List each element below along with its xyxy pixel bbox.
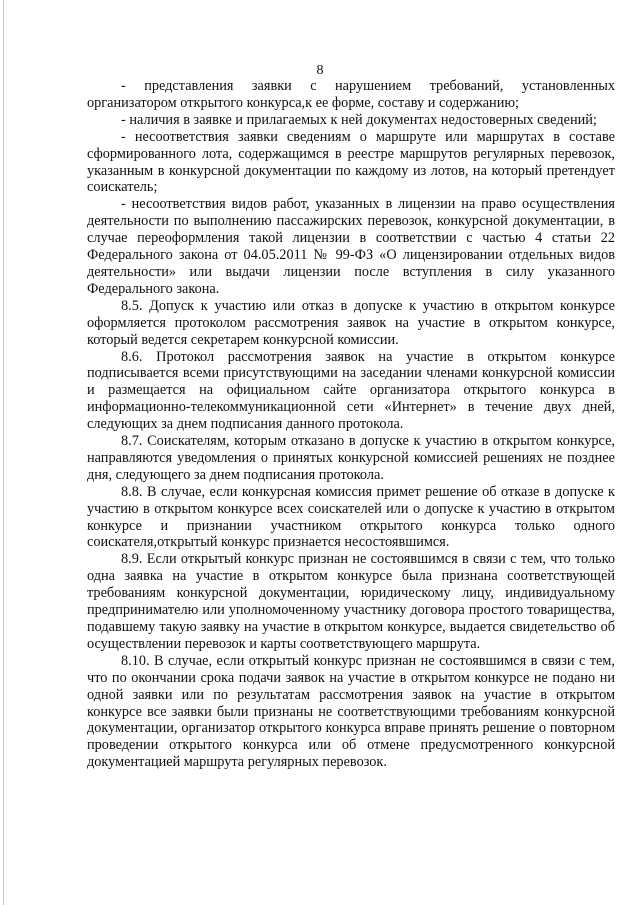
list-item-license-mismatch: - несоответствия видов работ, указанных в лицензии на право осуществления деятельности по выполнению пассажирских перевозок, конкурсной документации, в случае переоформления такой лицензии в соответствии с частью 4 статьи 22 Федерального закона от 04.05.2011 № 99-ФЗ «О лицензировании отдельных видов деятельности» или выдачи лицензии после вступления в силу указанного Федерального закона.	[87, 196, 615, 297]
list-item-route-mismatch: - несоответствия заявки сведениям о маршруте или маршрутах в составе сформированного лота, содержащимся в реестре маршрутов регулярных перевозок, указанным в конкурсной документации по каждому из лотов, на который претендует соискатель;	[87, 128, 615, 196]
list-item-violation-requirements: - представления заявки с нарушением требований, установленных организатором открытого конкурса,к ее форме, составу и содержанию;	[87, 78, 615, 111]
list-item-false-information: - наличия в заявке и прилагаемых к ней документах недостоверных сведений;	[121, 111, 597, 128]
paragraph-8-8: 8.8. В случае, если конкурсная комиссия примет решение об отказе в допуске к участию в открытом конкурсе всех соискателей или о допуске к участию в открытом конкурсе и признании участником открытого конкурса только одного соискателя,открытый конкурс признается несостоявшимся.	[87, 483, 615, 551]
document-body	[87, 78, 615, 771]
paragraph-8-9: 8.9. Если открытый конкурс признан не состоявшимся в связи с тем, что только одна заявка на участие в открытом конкурсе была признана соответствующей требованиям конкурсной документации, юридическому лицу, индивидуальному предпринимателю или уполномоченному участнику договора простого товарищества, подавшему такую заявку на участие в открытом конкурсе, выдается свидетельство об осуществлении перевозок и карты соответствующего маршрута.	[87, 551, 615, 652]
paragraph-8-6: 8.6. Протокол рассмотрения заявок на участие в открытом конкурсе подписывается всеми присутствующими на заседании членами конкурсной комиссии и размещается на официальном сайте организатора открытого конкурса в информационно-телекоммуникационной сети «Интернет» в течение двух дней, следующих за днем подписания данного протокола.	[87, 348, 615, 433]
page-number: 8	[316, 63, 324, 78]
paragraph-8-5: 8.5. Допуск к участию или отказ в допуске к участию в открытом конкурсе оформляется протоколом рассмотрения заявок на участие в открытом конкурсе, который ведется секретарем конкурсной комиссии.	[87, 297, 615, 348]
paragraph-8-7: 8.7. Соискателям, которым отказано в допуске к участию в открытом конкурсе, направляются уведомления о принятых конкурсной комиссией решениях не позднее дня, следующего за днем подписания протокола.	[87, 433, 615, 483]
scan-edge-line	[3, 0, 4, 905]
paragraph-8-10: 8.10. В случае, если открытый конкурс признан не состоявшимся в связи с тем, что по окончании срока подачи заявок на участие в открытом конкурсе не подано ни одной заявки или по результатам рассмотрения заявок на участие в открытом конкурсе все заявки были признаны не соответствующими требованиям конкурсной документации, организатор открытого конкурса вправе принять решение о повторном проведении открытого конкурса или об отмене предусмотренного конкурсной документацией маршрута регулярных перевозок.	[87, 652, 615, 771]
